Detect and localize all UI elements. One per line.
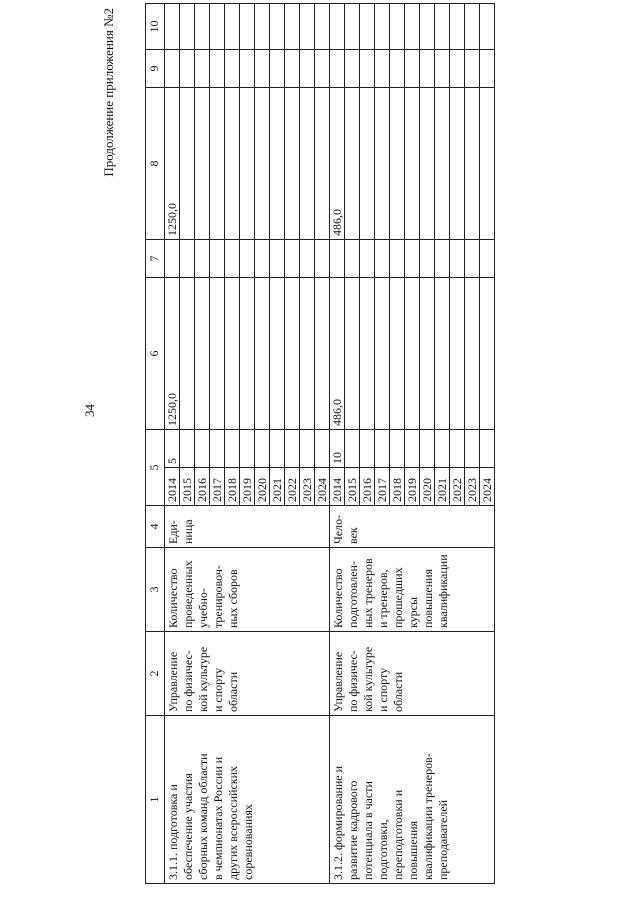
value-cell [420,278,435,430]
appendix-caption: Продолжение приложения №2 [101,8,116,177]
value-cell [225,50,240,88]
year-cell: 2016 [195,468,210,506]
value-cell [210,4,225,50]
value-cell [420,50,435,88]
year-cell: 2020 [420,468,435,506]
unit-cell: Чело- век [330,506,495,548]
column-header: 8 [146,88,165,240]
value-cell [480,430,495,468]
value-cell [450,50,465,88]
value-cell [330,50,345,88]
value-cell [165,50,180,88]
value-cell [345,240,360,278]
column-header: 6 [146,278,165,430]
value-cell: 1250,0 [165,278,180,430]
program-table [145,3,495,884]
value-cell [390,430,405,468]
activity-cell: 3.1.2. формирование и развитие кадрового потенциала в части подготовки, переподготовки и повышения квалификации тренеров- преподавателей [330,716,495,884]
year-cell: 2017 [210,468,225,506]
value-cell [435,430,450,468]
column-header: 2 [146,632,165,716]
value-cell [210,88,225,240]
value-cell [300,240,315,278]
value-cell [210,278,225,430]
value-cell [480,278,495,430]
value-cell [465,50,480,88]
value-cell [300,278,315,430]
value-cell [330,240,345,278]
column-number-row [146,4,165,884]
value-cell [240,50,255,88]
value-cell [255,430,270,468]
indicator-cell: Количество подготовлен- ных тренеров и тренеров, прошедших курсы повышения квалификации [330,548,495,632]
value-cell [225,88,240,240]
value-cell [390,278,405,430]
value-cell [390,88,405,240]
value-cell [360,278,375,430]
value-cell [195,4,210,50]
activity-cell: 3.1.1. подготовка и обеспечение участия сборных команд области в чемпионатах России и других всероссийских соревнованиях [165,716,330,884]
value-cell [255,4,270,50]
value-cell [270,430,285,468]
value-cell [180,278,195,430]
value-cell [420,430,435,468]
value-cell [315,278,330,430]
value-cell [345,88,360,240]
rotated-page-content [101,4,640,884]
unit-cell: Еди- ница [165,506,330,548]
value-cell [210,50,225,88]
table-row [165,4,180,884]
value-cell [225,430,240,468]
value-cell [345,50,360,88]
value-cell [255,88,270,240]
column-header: 10 [146,4,165,50]
value-cell [435,88,450,240]
value-cell [420,88,435,240]
value-cell [165,4,180,50]
year-cell: 2022 [450,468,465,506]
value-cell [180,88,195,240]
value-cell [345,4,360,50]
value-cell [405,88,420,240]
value-cell [465,430,480,468]
value-cell: 10 [330,430,345,468]
value-cell [405,278,420,430]
value-cell: 486,0 [330,88,345,240]
column-header: 7 [146,240,165,278]
value-cell [285,88,300,240]
value-cell [360,88,375,240]
value-cell [450,88,465,240]
value-cell [225,278,240,430]
value-cell [225,240,240,278]
value-cell [405,240,420,278]
value-cell [375,430,390,468]
value-cell [360,430,375,468]
value-cell [465,278,480,430]
value-cell [240,278,255,430]
value-cell [285,278,300,430]
value-cell [465,4,480,50]
column-header: 4 [146,506,165,548]
value-cell [465,88,480,240]
value-cell [450,430,465,468]
table-row [330,4,345,884]
value-cell [420,240,435,278]
value-cell [315,50,330,88]
value-cell: 1250,0 [165,88,180,240]
value-cell [435,240,450,278]
value-cell [480,50,495,88]
value-cell [195,278,210,430]
value-cell [180,4,195,50]
value-cell [375,240,390,278]
value-cell [465,240,480,278]
page-number: 34 [82,404,97,417]
year-cell: 2023 [465,468,480,506]
value-cell [450,4,465,50]
value-cell [240,88,255,240]
value-cell [270,50,285,88]
value-cell [195,430,210,468]
value-cell [285,430,300,468]
year-cell: 2015 [180,468,195,506]
value-cell [240,4,255,50]
value-cell [180,240,195,278]
value-cell [285,50,300,88]
value-cell [480,4,495,50]
value-cell [450,278,465,430]
value-cell [375,278,390,430]
year-cell: 2023 [300,468,315,506]
indicator-cell: Количество проведенных учебно- тренировоч- ных сборов [165,548,330,632]
executor-cell: Управление по физичес- кой культуре и спорту области [165,632,330,716]
value-cell [435,278,450,430]
year-cell: 2016 [360,468,375,506]
value-cell [270,88,285,240]
value-cell [240,240,255,278]
value-cell [300,88,315,240]
value-cell [195,88,210,240]
value-cell [270,4,285,50]
value-cell [360,4,375,50]
year-cell: 2024 [480,468,495,506]
value-cell [315,430,330,468]
value-cell [195,240,210,278]
column-header: 1 [146,716,165,884]
value-cell: 5 [165,430,180,468]
value-cell [390,4,405,50]
year-cell: 2017 [375,468,390,506]
value-cell [270,278,285,430]
year-cell: 2020 [255,468,270,506]
value-cell [315,4,330,50]
year-cell: 2014 [165,468,180,506]
value-cell [390,240,405,278]
year-cell: 2018 [390,468,405,506]
value-cell [255,50,270,88]
column-header: 5 [146,430,165,506]
value-cell [450,240,465,278]
value-cell [420,4,435,50]
year-cell: 2022 [285,468,300,506]
value-cell [180,430,195,468]
value-cell [480,240,495,278]
value-cell [180,50,195,88]
value-cell [195,50,210,88]
value-cell [285,4,300,50]
value-cell [480,88,495,240]
year-cell: 2019 [405,468,420,506]
value-cell [315,88,330,240]
value-cell [435,50,450,88]
value-cell [360,50,375,88]
value-cell [360,240,375,278]
value-cell [255,278,270,430]
value-cell [225,4,240,50]
value-cell [240,430,255,468]
value-cell [255,240,270,278]
value-cell [405,4,420,50]
value-cell [315,240,330,278]
value-cell [390,50,405,88]
year-cell: 2024 [315,468,330,506]
value-cell [375,88,390,240]
column-header: 3 [146,548,165,632]
year-cell: 2014 [330,468,345,506]
executor-cell: Управление по физичес- кой культуре и спорту области [330,632,495,716]
value-cell [165,240,180,278]
value-cell [345,278,360,430]
value-cell [375,50,390,88]
value-cell [285,240,300,278]
year-cell: 2015 [345,468,360,506]
value-cell: 486,0 [330,278,345,430]
value-cell [405,50,420,88]
value-cell [375,4,390,50]
year-cell: 2018 [225,468,240,506]
value-cell [345,430,360,468]
column-header: 9 [146,50,165,88]
value-cell [435,4,450,50]
year-cell: 2021 [435,468,450,506]
value-cell [300,50,315,88]
value-cell [405,430,420,468]
value-cell [330,4,345,50]
value-cell [270,240,285,278]
value-cell [300,430,315,468]
year-cell: 2021 [270,468,285,506]
value-cell [210,430,225,468]
value-cell [210,240,225,278]
year-cell: 2019 [240,468,255,506]
value-cell [300,4,315,50]
